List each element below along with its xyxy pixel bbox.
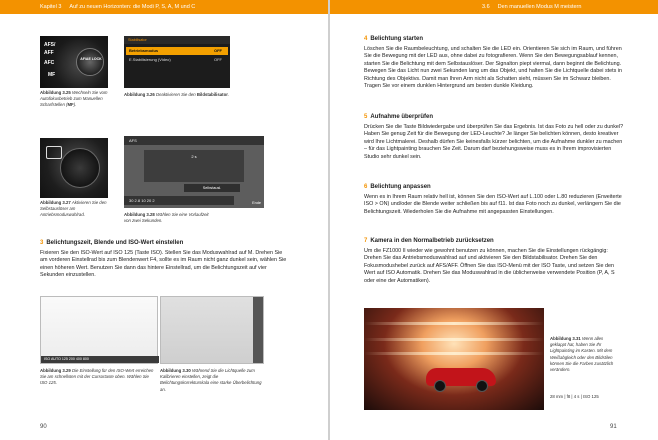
menu-row-mode [126, 47, 228, 55]
caption-330-text: Während Sie die Lichtquelle zum Kalibrieren einstellen, zeigt die Belichtungskorrekturskala eine starke Überbelichtung an. [160, 368, 262, 392]
light-streak [364, 352, 544, 355]
self-timer-screen [124, 136, 264, 208]
step-6-number: 6 [364, 184, 368, 190]
caption-325-text: Wechseln Sie vom Autofokusbetrieb zum Manuellen Scharfstellen ( [40, 90, 108, 108]
drive-mode-dial [60, 148, 100, 188]
caption-327 [40, 200, 112, 219]
knob-text: AF/AE LOCK [80, 57, 102, 61]
caption-326-title: Abbildung 3.26 [124, 92, 155, 97]
step-6-title: Belichtung anpassen [370, 184, 431, 190]
stabilizer-menu-screen [124, 36, 230, 88]
caption-325 [40, 90, 112, 109]
caption-326-end: . [227, 92, 230, 97]
iso-screen [40, 296, 158, 364]
menu-row-value: OFF [214, 48, 222, 53]
step-3-heading [40, 240, 183, 246]
exposure-scale-screen [160, 296, 264, 364]
drive-button-icon [46, 146, 62, 159]
right-page [330, 0, 658, 440]
menu-row-value: OFF [214, 57, 222, 62]
step-3-number: 3 [40, 240, 44, 246]
iso-strip: ISO AUTO 125 200 400 800 [41, 356, 159, 363]
lcd-self-label: Selbstausl. [184, 184, 240, 192]
caption-330 [160, 368, 264, 393]
step-4-body: Löschen Sie die Raumbeleuchtung, und schalten Sie die LED ein. Orientieren Sie sich im Raum, und führen Sie die Bewegung mit der LED aus, ohne dabei zu fotografieren. Wenn Sie den Bewegungsablauf kennen, starten Sie die Belichtung mit dem Selbstauslöser. Der Signalton piept viermal, dann beginnt die Belichtung. Bewegen Sie das Licht nun zwei Sekunden lang um das Objekt, und halten Sie die Lichtquelle dabei stets in Richtung des Objektivs. Damit man Ihren Arm nicht als Schatten sieht, müssen Sie im Schwarz bleiben. Tragen Sie vor einem dunklen Hintergrund am besten dunkle Kleidung. [364, 46, 623, 90]
step-7-body: Um die FZ1000 II wieder wie gewohnt benutzen zu können, machen Sie die Einstellungen rückgängig: Drehen Sie das Antriebsmoduswahlrad auf und aktivieren Sie den Bildstabilisator. Drehen Sie den Fokusmodushebel zurück auf AFS/AFF. Öffnen Sie das ISO-Menü mit der ISO Taste, und setzen Sie den Wert auf ISO Automatik. Drehen Sie das Moduswahlrad in die üblicherweise verwendete Position (P, A, S oder eine der Automatiken). [364, 248, 615, 284]
caption-331-exif: 28 mm | f8 | 4 s | ISO 125 [550, 394, 599, 399]
focus-lever-photo [40, 36, 108, 88]
label-mf: MF [48, 72, 56, 78]
right-page-number: 91 [610, 424, 617, 430]
lightpainting-photo [364, 308, 544, 410]
step-4-number: 4 [364, 36, 368, 42]
step-7-title: Kamera in den Normalbetrieb zurücksetzen [370, 238, 494, 244]
step-5-number: 5 [364, 114, 368, 120]
caption-328-title: Abbildung 3.28 [124, 212, 155, 217]
caption-325-strong: MF [67, 102, 74, 108]
menu-row-label: E.Stabilisierung (Video) [129, 57, 171, 62]
caption-325-end: ). [73, 102, 77, 108]
left-header-title: Auf zu neuen Horizonten: die Modi P, S, A, M und C [69, 4, 196, 10]
right-header [330, 0, 658, 14]
car-wheel [476, 380, 488, 392]
drive-mode-dial-photo [40, 138, 108, 198]
light-streak [364, 322, 544, 325]
caption-331-text: Wenn alles geklappt hat, haben Sie Ihr Lightpainting im Kasten. Mit dem Weißabgleich oder den Bildstilen können Sie die Farben zusätzlich verändern. [550, 336, 614, 373]
menu-row-label: Betriebsmodus [129, 48, 159, 53]
caption-328 [124, 212, 214, 224]
caption-326 [124, 92, 234, 98]
caption-326-text: Deaktivieren Sie den [156, 92, 197, 97]
caption-330-title: Abbildung 3.30 [160, 368, 191, 373]
caption-329-text: Die Einstellung für den ISO-Wert erreichen Sie am schnellsten mit der Cursortaste oben. Wählen Sie ISO 125. [40, 368, 154, 386]
left-header-chapter: Kapitel 3 [40, 4, 62, 10]
step-6-body: Wenn es in Ihrem Raum relativ hell ist, können Sie den ISO-Wert auf L.100 oder L.80 reduzieren (Erweiterte ISO > ON) und/oder die Blende weiter schließen bis auf f11. Ist das Foto noch zu dunkel, verlängern Sie die Belichtungszeit. Wiederholen Sie die Aufnahme mit angepassten Einstellungen. [364, 194, 622, 215]
caption-329 [40, 368, 156, 387]
step-6-heading [364, 184, 431, 190]
left-page [0, 0, 328, 440]
caption-331-title: Abbildung 3.31 [550, 336, 581, 341]
label-aff: AFF [44, 50, 54, 56]
caption-327-title: Abbildung 3.27 [40, 200, 71, 205]
menu-row-video [126, 56, 228, 64]
lcd-top-bar: AFS [124, 136, 264, 145]
caption-327-text: Aktivieren Sie den Selbstauslöser am Antriebsmoduswahlrad. [40, 200, 107, 218]
right-header-title: Den manuellen Modus M meistern [497, 4, 582, 10]
lcd-time: 2 s [191, 154, 197, 159]
right-header-chapter: 3.6 [482, 4, 490, 10]
step-5-body: Drücken Sie die Taste Bildwiedergabe und überprüfen Sie das Ergebnis. Ist das Foto zu hell oder zu dunkel? Haben Sie genug Zeit für die Bewegung der LED-Leuchte? Je länger Sie belichten können, desto kreativer wird Ihre Lichtmalerei. Deshalb dürfen Sie keinesfalls kürzer belichten, um die Aufnahme dunkler zu machen – für das Lightpainting brauchen Sie Zeit. Darum darf beziehungsweise muss es in Ihrem improvisierten Studio sehr dunkel sein. [364, 124, 624, 160]
step-5-heading [364, 114, 433, 120]
step-4-title: Belichtung starten [370, 36, 424, 42]
step-7-number: 7 [364, 238, 368, 244]
af-ae-lock-knob [76, 48, 104, 76]
side-panel [253, 297, 263, 363]
step-7-heading [364, 238, 494, 244]
caption-329-title: Abbildung 3.29 [40, 368, 71, 373]
lcd-bottom-bar: 30 2.8 10 20 2 [124, 196, 234, 205]
step-5-title: Aufnahme überprüfen [370, 114, 434, 120]
caption-331 [550, 336, 620, 373]
caption-325-title: Abbildung 3.25 [40, 90, 71, 95]
step-4-heading [364, 36, 423, 42]
label-afs: AFS/ [44, 42, 56, 48]
left-page-number: 90 [40, 424, 47, 430]
car-wheel [434, 380, 446, 392]
light-streak [364, 338, 544, 341]
step-3-title: Belichtungszeit, Blende und ISO-Wert einstellen [46, 240, 184, 246]
label-afc: AFC [44, 60, 55, 66]
caption-326-strong: Bildstabilisator [196, 92, 228, 97]
menu-title: Stabilisator [124, 36, 230, 44]
lcd-end-label: Ende [252, 201, 261, 205]
left-header [0, 0, 328, 14]
caption-328-text: Wählen Sie eine Vorlaufzeit von zwei Sekunden. [124, 212, 209, 224]
lcd-timer-area [144, 150, 244, 182]
step-3-body: Fixieren Sie den ISO-Wert auf ISO 125 (Taste ISO). Stellen Sie das Moduswahlrad auf M. Drehen Sie am vorderen Einstellrad bis zum Blendenwert F4, sollte es im Raum nicht ganz dunkel sein, wählen Sie einen höheren Wert. Benutzen Sie dann das hintere Einstellrad, um die Belichtungszeit auf vier Sekunden einzustellen. [40, 250, 287, 279]
